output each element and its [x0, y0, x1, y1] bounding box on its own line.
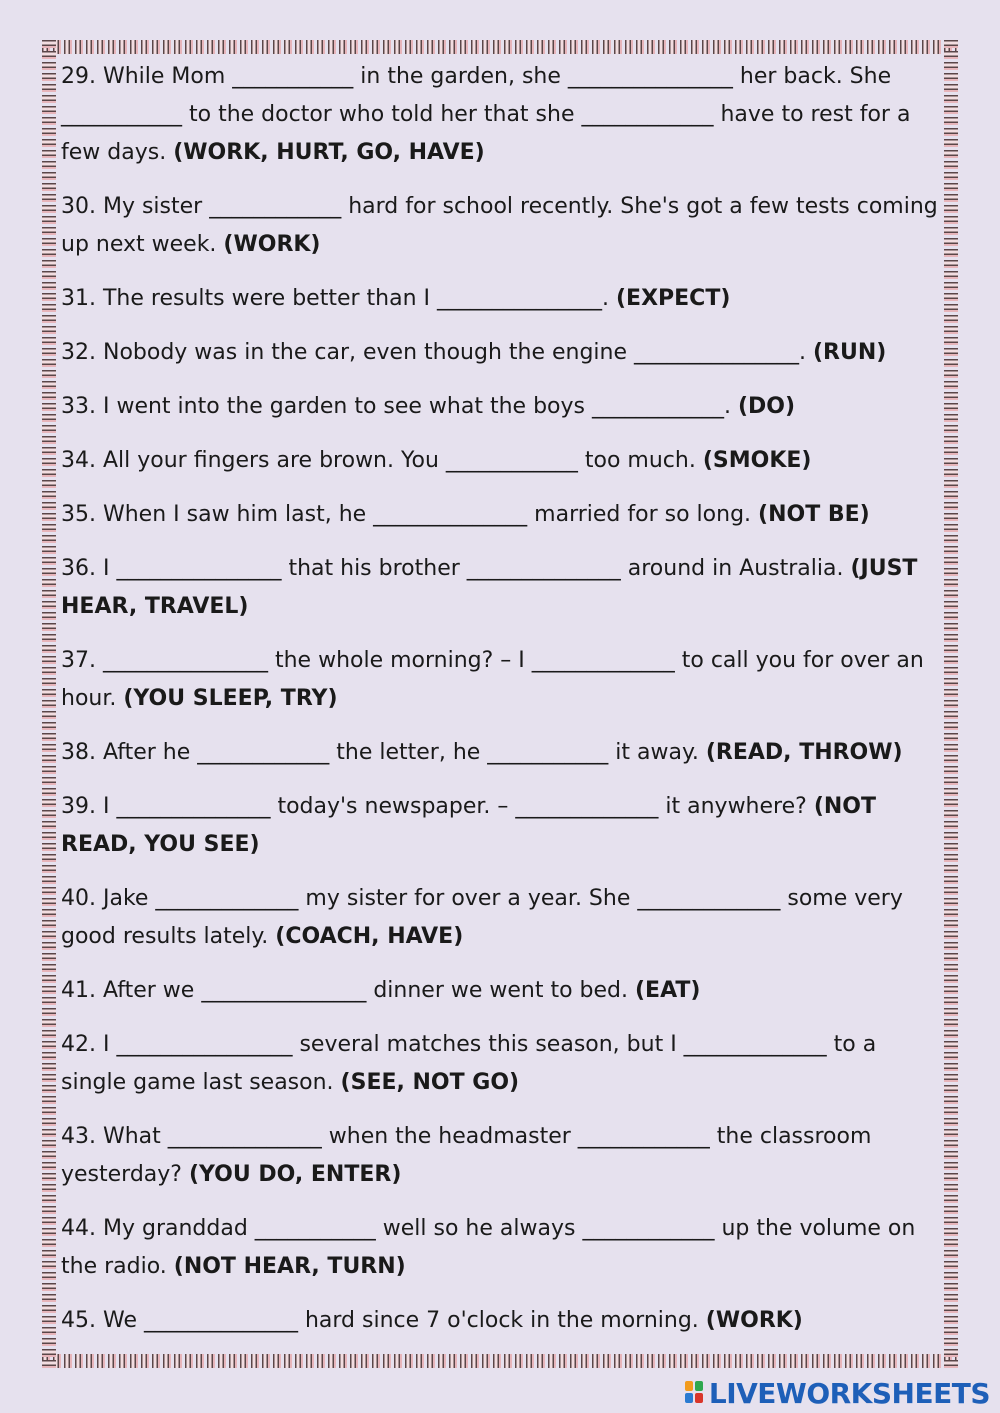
- question-34: 34. All your fingers are brown. You ____________ too much. (SMOKE): [61, 448, 812, 473]
- border-left: [42, 40, 56, 1368]
- verb-hint: (RUN): [813, 340, 887, 365]
- liveworksheets-logo-icon: [685, 1381, 705, 1405]
- question-32: 32. Nobody was in the car, even though the engine _______________. (RUN): [61, 340, 887, 365]
- border-bottom: [42, 1354, 958, 1368]
- verb-hint: (WORK): [223, 232, 321, 257]
- question-43: 43. What ______________ when the headmaster ____________ the classroom yesterday? (YOU DO, ENTER): [61, 1124, 872, 1187]
- verb-hint: (WORK): [705, 1308, 803, 1333]
- verb-hint: (EAT): [635, 978, 701, 1003]
- border-right: [944, 40, 958, 1368]
- logo-text: LIVEWORKSHEETS: [708, 1376, 990, 1410]
- verb-hint: (NOT HEAR, TURN): [173, 1254, 406, 1279]
- question-40: 40. Jake _____________ my sister for over a year. She _____________ some very good results lately. (COACH, HAVE): [61, 886, 903, 949]
- border-top: [42, 40, 958, 54]
- question-44: 44. My granddad ___________ well so he always ____________ up the volume on the radio. (NOT HEAR, TURN): [61, 1216, 916, 1279]
- question-41: 41. After we _______________ dinner we went to bed. (EAT): [61, 978, 701, 1003]
- worksheet-content: [61, 58, 939, 1356]
- question-37: 37. _______________ the whole morning? – I _____________ to call you for over an hour. (YOU SLEEP, TRY): [61, 648, 924, 711]
- question-33: 33. I went into the garden to see what the boys ____________. (DO): [61, 394, 796, 419]
- verb-hint: (COACH, HAVE): [275, 924, 464, 949]
- question-30: 30. My sister ____________ hard for school recently. She's got a few tests coming up next week. (WORK): [61, 194, 938, 257]
- verb-hint: (READ, THROW): [705, 740, 903, 765]
- question-36: 36. I _______________ that his brother ______________ around in Australia. (JUST HEAR, TRAVEL): [61, 556, 918, 619]
- verb-hint: (EXPECT): [615, 286, 731, 311]
- verb-hint: (WORK, HURT, GO, HAVE): [173, 140, 485, 165]
- question-38: 38. After he ____________ the letter, he ___________ it away. (READ, THROW): [61, 740, 903, 765]
- verb-hint: (JUST HEAR, TRAVEL): [61, 556, 918, 619]
- verb-hint: (SMOKE): [702, 448, 812, 473]
- question-42: 42. I ________________ several matches this season, but I _____________ to a single game last season. (SEE, NOT GO): [61, 1032, 877, 1095]
- verb-hint: (NOT BE): [758, 502, 870, 527]
- verb-hint: (NOT READ, YOU SEE): [61, 794, 876, 857]
- verb-hint: (YOU DO, ENTER): [188, 1162, 402, 1187]
- question-39: 39. I ______________ today's newspaper. – _____________ it anywhere? (NOT READ, YOU SEE): [61, 794, 876, 857]
- verb-hint: (DO): [737, 394, 796, 419]
- liveworksheets-logo: [685, 1377, 990, 1409]
- question-45: 45. We ______________ hard since 7 o'clock in the morning. (WORK): [61, 1308, 803, 1333]
- question-29: 29. While Mom ___________ in the garden, she _______________ her back. She ___________ to the doctor who told her that she ____________ have to rest for a few days. (WORK, HURT, GO, HAVE): [61, 64, 911, 165]
- verb-hint: (YOU SLEEP, TRY): [123, 686, 338, 711]
- verb-hint: (SEE, NOT GO): [340, 1070, 520, 1095]
- question-31: 31. The results were better than I _______________. (EXPECT): [61, 286, 731, 311]
- question-35: 35. When I saw him last, he ______________ married for so long. (NOT BE): [61, 502, 870, 527]
